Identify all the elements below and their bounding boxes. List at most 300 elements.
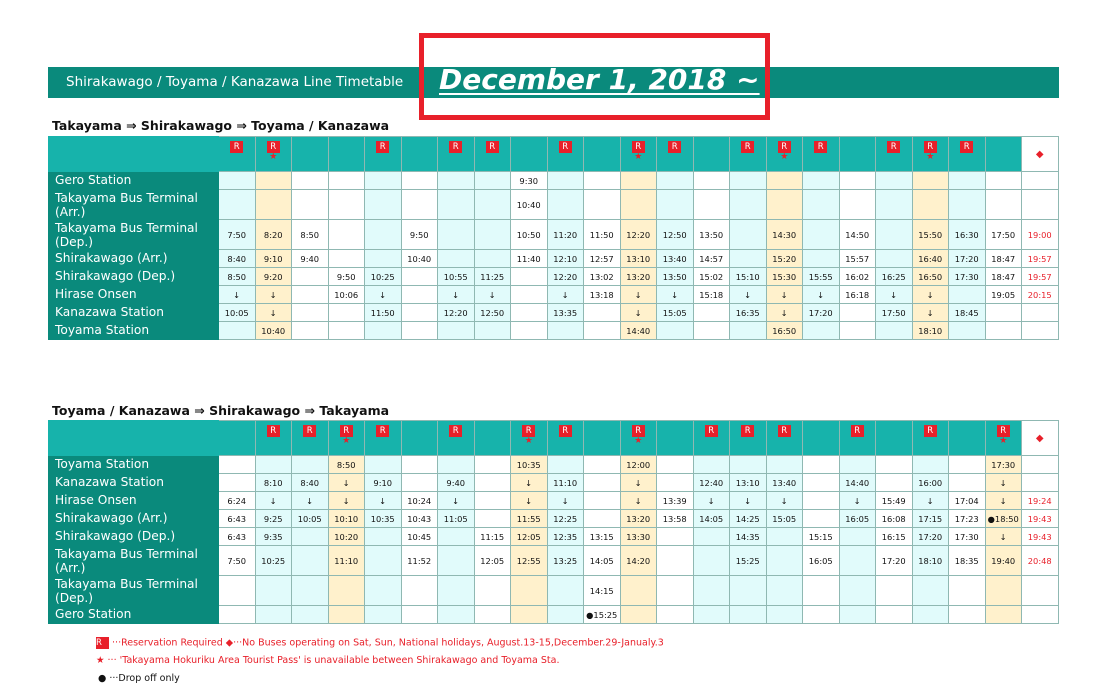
- time-cell: 12:00: [620, 456, 657, 474]
- time-cell: 15:55: [803, 268, 840, 286]
- time-cell: 15:05: [766, 510, 803, 528]
- time-cell: [693, 172, 730, 190]
- time-cell: [693, 322, 730, 340]
- time-cell: [328, 190, 365, 220]
- time-cell: [365, 322, 402, 340]
- time-cell: [912, 190, 949, 220]
- time-cell: 13:20: [620, 268, 657, 286]
- time-cell: [292, 606, 329, 624]
- time-cell: [474, 190, 511, 220]
- time-cell: [511, 286, 548, 304]
- time-cell: [365, 250, 402, 268]
- table-row: [49, 322, 1059, 340]
- station-name: Takayama Bus Terminal (Arr.): [49, 190, 219, 220]
- time-cell: 13:39: [657, 492, 694, 510]
- time-cell: 10:55: [438, 268, 475, 286]
- time-cell: 13:40: [766, 474, 803, 492]
- time-cell: ↓: [474, 286, 511, 304]
- time-cell: 13:10: [620, 250, 657, 268]
- time-cell: 19:57: [1022, 268, 1059, 286]
- reservation-mark-icon: R: [340, 425, 353, 437]
- header-trip-13: [657, 421, 694, 456]
- time-cell: [803, 456, 840, 474]
- time-cell: 17:20: [949, 250, 986, 268]
- time-cell: 12:50: [657, 220, 694, 250]
- station-name: Shirakawago (Dep.): [49, 268, 219, 286]
- time-cell: [693, 528, 730, 546]
- time-cell: 17:30: [949, 528, 986, 546]
- station-name: Gero Station: [49, 606, 219, 624]
- time-cell: 16:25: [876, 268, 913, 286]
- time-cell: [693, 546, 730, 576]
- time-cell: [255, 456, 292, 474]
- diamond-icon: ◆: [1035, 149, 1044, 160]
- time-cell: ↓: [766, 492, 803, 510]
- time-cell: 10:40: [511, 190, 548, 220]
- time-cell: 9:50: [401, 220, 438, 250]
- station-name: Shirakawago (Arr.): [49, 250, 219, 268]
- time-cell: 18:47: [985, 268, 1022, 286]
- table-row: [49, 304, 1059, 322]
- time-cell: 13:02: [584, 268, 621, 286]
- time-cell: 14:05: [693, 510, 730, 528]
- time-cell: [219, 576, 256, 606]
- time-cell: 14:30: [766, 220, 803, 250]
- time-cell: [401, 474, 438, 492]
- reservation-mark-icon: R: [741, 425, 754, 437]
- time-cell: [985, 606, 1022, 624]
- time-cell: [219, 474, 256, 492]
- timetable-title: Shirakawago / Toyama / Kanazawa Line Timetable: [66, 74, 404, 90]
- time-cell: [839, 322, 876, 340]
- time-cell: [657, 528, 694, 546]
- time-cell: [839, 172, 876, 190]
- time-cell: [1022, 172, 1059, 190]
- time-cell: [803, 576, 840, 606]
- time-cell: ↓: [766, 304, 803, 322]
- time-cell: [547, 190, 584, 220]
- time-cell: [219, 190, 256, 220]
- time-cell: [949, 606, 986, 624]
- time-cell: [365, 172, 402, 190]
- section-title-return: Toyama / Kanazawa ⇒ Shirakawago ⇒ Takayama: [52, 403, 390, 418]
- header-trip-14: [693, 137, 730, 172]
- time-cell: 19:43: [1022, 528, 1059, 546]
- time-cell: ↓: [693, 492, 730, 510]
- header-trip-14: [693, 421, 730, 456]
- time-cell: [255, 190, 292, 220]
- time-cell: 14:40: [839, 474, 876, 492]
- time-cell: [912, 606, 949, 624]
- reservation-mark-icon: R: [632, 425, 645, 437]
- time-cell: 13:20: [620, 510, 657, 528]
- time-cell: 11:05: [438, 510, 475, 528]
- header-trip-19: [876, 421, 913, 456]
- time-cell: 15:15: [803, 528, 840, 546]
- time-cell: 15:49: [876, 492, 913, 510]
- time-cell: [438, 576, 475, 606]
- time-cell: [328, 576, 365, 606]
- time-cell: [438, 322, 475, 340]
- time-cell: [474, 322, 511, 340]
- time-cell: ↓: [292, 492, 329, 510]
- station-name: Takayama Bus Terminal (Dep.): [49, 220, 219, 250]
- header-trip-9: [511, 421, 548, 456]
- time-cell: [292, 528, 329, 546]
- header-trip-22: [985, 421, 1022, 456]
- time-cell: [876, 322, 913, 340]
- star-icon: ★: [999, 436, 1008, 446]
- time-cell: 8:50: [292, 220, 329, 250]
- header-trip-16: [766, 421, 803, 456]
- time-cell: ↓: [438, 286, 475, 304]
- time-cell: [1022, 456, 1059, 474]
- header-trip-20: [912, 137, 949, 172]
- time-cell: 15:57: [839, 250, 876, 268]
- time-cell: 12:55: [511, 546, 548, 576]
- time-cell: [985, 172, 1022, 190]
- time-cell: [730, 220, 767, 250]
- time-cell: 7:50: [219, 546, 256, 576]
- time-cell: [365, 190, 402, 220]
- time-cell: 6:43: [219, 528, 256, 546]
- time-cell: 12:10: [547, 250, 584, 268]
- time-cell: 13:10: [730, 474, 767, 492]
- time-cell: 12:50: [474, 304, 511, 322]
- time-cell: 9:25: [255, 510, 292, 528]
- time-cell: [401, 606, 438, 624]
- time-cell: ↓: [803, 286, 840, 304]
- time-cell: 14:20: [620, 546, 657, 576]
- time-cell: 8:20: [255, 220, 292, 250]
- time-cell: [949, 576, 986, 606]
- time-cell: [839, 190, 876, 220]
- legend-dropoff: [98, 673, 180, 684]
- time-cell: 10:05: [292, 510, 329, 528]
- time-cell: 15:30: [766, 268, 803, 286]
- time-cell: 9:30: [511, 172, 548, 190]
- reservation-mark-icon: R: [668, 141, 681, 153]
- time-cell: [328, 322, 365, 340]
- time-cell: [474, 250, 511, 268]
- reservation-mark-icon: R: [997, 425, 1010, 437]
- header-trip-15: [730, 421, 767, 456]
- time-cell: 16:05: [803, 546, 840, 576]
- time-cell: 19:40: [985, 546, 1022, 576]
- time-cell: [438, 606, 475, 624]
- time-cell: [438, 456, 475, 474]
- table-row: [49, 190, 1059, 220]
- star-icon: ★: [634, 152, 643, 162]
- time-cell: 16:35: [730, 304, 767, 322]
- time-cell: ↓: [985, 492, 1022, 510]
- time-cell: ↓: [620, 492, 657, 510]
- time-cell: [292, 304, 329, 322]
- header-trip-3: [292, 137, 329, 172]
- time-cell: [949, 172, 986, 190]
- time-cell: [876, 456, 913, 474]
- time-cell: [949, 474, 986, 492]
- time-cell: [620, 576, 657, 606]
- time-cell: 14:35: [730, 528, 767, 546]
- time-cell: [401, 286, 438, 304]
- time-cell: ↓: [657, 286, 694, 304]
- time-cell: [474, 474, 511, 492]
- time-cell: [547, 456, 584, 474]
- time-cell: [949, 322, 986, 340]
- time-cell: [766, 606, 803, 624]
- time-cell: [620, 190, 657, 220]
- time-cell: [803, 190, 840, 220]
- header-trip-1: [219, 137, 256, 172]
- time-cell: 11:55: [511, 510, 548, 528]
- reservation-mark-icon: R: [486, 141, 499, 153]
- reservation-mark-icon: R: [778, 141, 791, 153]
- time-cell: [803, 492, 840, 510]
- star-icon: ★: [342, 436, 351, 446]
- date-highlight-box: [419, 33, 770, 120]
- station-name: Toyama Station: [49, 322, 219, 340]
- time-cell: [803, 220, 840, 250]
- time-cell: 15:02: [693, 268, 730, 286]
- time-cell: [292, 546, 329, 576]
- header-trip-22: [985, 137, 1022, 172]
- time-cell: 18:45: [949, 304, 986, 322]
- time-cell: 9:50: [328, 268, 365, 286]
- time-cell: 19:43: [1022, 510, 1059, 528]
- time-cell: 8:40: [219, 250, 256, 268]
- time-cell: 6:24: [219, 492, 256, 510]
- star-icon: ★: [524, 436, 533, 446]
- time-cell: [292, 190, 329, 220]
- time-cell: ↓: [255, 492, 292, 510]
- time-cell: 11:52: [401, 546, 438, 576]
- time-cell: 17:30: [949, 268, 986, 286]
- time-cell: [766, 576, 803, 606]
- time-cell: 9:10: [365, 474, 402, 492]
- time-cell: 15:10: [730, 268, 767, 286]
- time-cell: ↓: [730, 286, 767, 304]
- time-cell: 9:40: [438, 474, 475, 492]
- time-cell: 12:40: [693, 474, 730, 492]
- time-cell: 13:40: [657, 250, 694, 268]
- time-cell: [584, 492, 621, 510]
- time-cell: 19:00: [1022, 220, 1059, 250]
- star-icon: ★: [269, 152, 278, 162]
- time-cell: ↓: [255, 304, 292, 322]
- time-cell: 11:50: [365, 304, 402, 322]
- time-cell: [328, 172, 365, 190]
- time-cell: 10:43: [401, 510, 438, 528]
- time-cell: 14:05: [584, 546, 621, 576]
- time-cell: [730, 606, 767, 624]
- time-cell: 16:08: [876, 510, 913, 528]
- time-cell: 14:57: [693, 250, 730, 268]
- reservation-mark-icon: R: [449, 425, 462, 437]
- header-trip-18: [839, 137, 876, 172]
- time-cell: [912, 576, 949, 606]
- header-trip-12: [620, 421, 657, 456]
- reservation-mark-icon: R: [267, 425, 280, 437]
- time-cell: ↓: [912, 286, 949, 304]
- time-cell: [474, 510, 511, 528]
- time-cell: [292, 172, 329, 190]
- time-cell: [876, 250, 913, 268]
- time-cell: 12:05: [474, 546, 511, 576]
- time-cell: [438, 190, 475, 220]
- time-cell: 17:20: [912, 528, 949, 546]
- time-cell: ↓: [912, 304, 949, 322]
- time-cell: 9:40: [292, 250, 329, 268]
- time-cell: [547, 576, 584, 606]
- reservation-mark-icon: R: [851, 425, 864, 437]
- reservation-mark-icon: R: [778, 425, 791, 437]
- table-row: [49, 220, 1059, 250]
- time-cell: ↓: [438, 492, 475, 510]
- time-cell: ↓: [876, 286, 913, 304]
- reservation-mark-icon: R: [376, 141, 389, 153]
- time-cell: 20:15: [1022, 286, 1059, 304]
- time-cell: 11:50: [584, 220, 621, 250]
- time-cell: 13:50: [657, 268, 694, 286]
- time-cell: 13:35: [547, 304, 584, 322]
- table-row: [49, 606, 1059, 624]
- star-icon: ★: [634, 436, 643, 446]
- header-trip-8: [474, 137, 511, 172]
- time-cell: [365, 220, 402, 250]
- reservation-mark-icon: R: [960, 141, 973, 153]
- time-cell: [292, 268, 329, 286]
- time-cell: [693, 606, 730, 624]
- dot-icon: ●: [98, 673, 107, 684]
- time-cell: [949, 190, 986, 220]
- time-cell: ↓: [547, 286, 584, 304]
- time-cell: 12:35: [547, 528, 584, 546]
- effective-date: December 1, 2018 ~: [439, 63, 760, 96]
- time-cell: ↓: [255, 286, 292, 304]
- time-cell: [401, 190, 438, 220]
- header-trip-7: [438, 421, 475, 456]
- time-cell: [839, 528, 876, 546]
- time-cell: 8:10: [255, 474, 292, 492]
- time-cell: 10:35: [365, 510, 402, 528]
- time-cell: [401, 268, 438, 286]
- time-cell: [584, 304, 621, 322]
- reservation-mark-icon: R: [559, 141, 572, 153]
- time-cell: 19:24: [1022, 492, 1059, 510]
- time-cell: [401, 322, 438, 340]
- time-cell: [766, 528, 803, 546]
- header-trip-5: [365, 421, 402, 456]
- time-cell: ↓: [328, 474, 365, 492]
- time-cell: [730, 322, 767, 340]
- header-station-cell: [49, 421, 219, 456]
- station-name: Toyama Station: [49, 456, 219, 474]
- time-cell: [219, 606, 256, 624]
- legend-line-2: ★ ··· 'Takayama Hokuriku Area Tourist Pass' is unavailable between Shirakawago and Toyama Sta.: [96, 655, 560, 666]
- time-cell: 10:40: [255, 322, 292, 340]
- time-cell: [730, 190, 767, 220]
- time-cell: ↓: [620, 286, 657, 304]
- time-cell: 11:10: [328, 546, 365, 576]
- diamond-icon: ◆: [1035, 433, 1044, 444]
- time-cell: 13:18: [584, 286, 621, 304]
- time-cell: [511, 606, 548, 624]
- time-cell: 8:50: [219, 268, 256, 286]
- time-cell: ↓: [985, 474, 1022, 492]
- time-cell: [839, 576, 876, 606]
- reservation-mark-icon: R: [924, 425, 937, 437]
- time-cell: 13:15: [584, 528, 621, 546]
- header-trip-18: [839, 421, 876, 456]
- time-cell: 10:05: [219, 304, 256, 322]
- table-row: [49, 546, 1059, 576]
- star-icon: ★: [926, 152, 935, 162]
- reservation-mark-icon: R: [267, 141, 280, 153]
- reservation-mark-icon: R: [814, 141, 827, 153]
- time-cell: 15:18: [693, 286, 730, 304]
- time-cell: [657, 456, 694, 474]
- time-cell: 17:30: [985, 456, 1022, 474]
- header-trip-21: [949, 421, 986, 456]
- header-trip-8: [474, 421, 511, 456]
- time-cell: 10:20: [328, 528, 365, 546]
- time-cell: [438, 546, 475, 576]
- legend-star: [96, 655, 559, 666]
- time-cell: 17:20: [803, 304, 840, 322]
- time-cell: ↓: [766, 286, 803, 304]
- time-cell: 9:35: [255, 528, 292, 546]
- time-cell: ↓: [620, 474, 657, 492]
- time-cell: 16:50: [912, 268, 949, 286]
- time-cell: [766, 456, 803, 474]
- reservation-mark-icon: R: [705, 425, 718, 437]
- header-trip-17: [803, 421, 840, 456]
- table-row: [49, 456, 1059, 474]
- timetable-return: [48, 420, 1059, 624]
- time-cell: ↓: [328, 492, 365, 510]
- time-cell: 10:25: [255, 546, 292, 576]
- time-cell: ↓: [620, 304, 657, 322]
- time-cell: [219, 456, 256, 474]
- reservation-mark-icon: R: [303, 425, 316, 437]
- time-cell: 12:20: [547, 268, 584, 286]
- time-cell: 11:10: [547, 474, 584, 492]
- time-cell: [365, 546, 402, 576]
- time-cell: 17:04: [949, 492, 986, 510]
- time-cell: [255, 172, 292, 190]
- header-trip-9: [511, 137, 548, 172]
- reservation-mark-icon: R: [632, 141, 645, 153]
- time-cell: [474, 220, 511, 250]
- time-cell: 13:30: [620, 528, 657, 546]
- time-cell: [730, 456, 767, 474]
- time-cell: 11:20: [547, 220, 584, 250]
- time-cell: [803, 250, 840, 268]
- time-cell: [401, 304, 438, 322]
- time-cell: [766, 190, 803, 220]
- time-cell: 10:06: [328, 286, 365, 304]
- header-trip-2: [255, 421, 292, 456]
- time-cell: 10:10: [328, 510, 365, 528]
- header-trip-5: [365, 137, 402, 172]
- table-row: [49, 576, 1059, 606]
- time-cell: 19:05: [985, 286, 1022, 304]
- time-cell: [584, 190, 621, 220]
- time-cell: 11:40: [511, 250, 548, 268]
- time-cell: 6:43: [219, 510, 256, 528]
- header-trip-10: [547, 137, 584, 172]
